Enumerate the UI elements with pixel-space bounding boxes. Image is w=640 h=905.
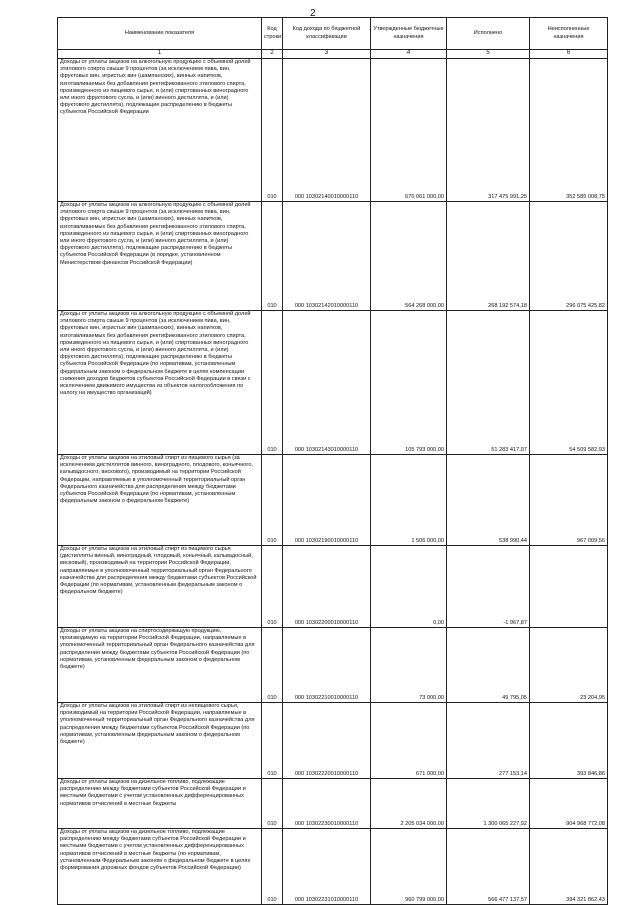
row-name: Доходы от уплаты акцизов на алкогольную продукцию с объемной долей этилового спирта свыше 9 процентов (за исключением пива, вин, фруктовых вин, игристых вин (шампанских), винных напитков, изготавливаемых без добавления ректификованного этилового спирта, произведенного из пищевого сырья, и (или) спиртованных виноградного или иного фруктового сусла, и (или) винного дистиллята, и (или) фруктового дистиллята), подлежащие распределению в бюджеты субъектов Российской Федерации xyxy=(58,59,262,202)
table-row xyxy=(58,829,608,905)
row-executed: 49 795,05 xyxy=(447,628,530,703)
row-kbk: 000 10302142010000110 xyxy=(283,202,371,311)
column-number: 1 xyxy=(58,50,262,59)
table-row xyxy=(58,546,608,628)
header-approved: Утвержденные бюджетные назначения xyxy=(371,18,447,50)
row-code: 010 xyxy=(262,546,283,628)
row-name: Доходы от уплаты акцизов на алкогольную продукцию с объемной долей этилового спирта свыше 9 процентов (за исключением пива, вин, фруктовых вин, игристых вин (шампанских), винных напитков, изготавливаемых без добавления ректификованного этилового спирта, произведенного из пищевого сырья, и (или) спиртованных виноградного или иного фруктового сусла, и (или) винного дистиллята, и (или) фруктового дистиллята), подлежащие распределению в бюджеты субъектов Российской Федерации (в порядке, установленном Министерством финансов Российской Федерации) xyxy=(58,202,262,311)
table-row xyxy=(58,202,608,311)
table-header-row xyxy=(58,18,608,50)
row-executed: 317 475 991,25 xyxy=(447,59,530,202)
row-code: 010 xyxy=(262,628,283,703)
row-unexecuted: 904 968 772,08 xyxy=(530,779,608,829)
table-row xyxy=(58,455,608,546)
row-code: 010 xyxy=(262,202,283,311)
table-row xyxy=(58,628,608,703)
row-unexecuted: 394 321 862,43 xyxy=(530,829,608,905)
row-name: Доходы от уплаты акцизов на алкогольную продукцию с объемной долей этилового спирта свыше 9 процентов (за исключением пива, вин, фруктовых вин, игристых вин (шампанских), винных напитков, изготавливаемых без добавления ректификованного этилового спирта, произведенного из пищевого сырья, и (или) спиртованных виноградного или иного фруктового сусла, и (или) винного дистиллята, и (или) фруктового дистиллята), подлежащие распределению в бюджеты субъектов Российской Федерации (по нормативам, установленным федеральным законом о федеральном бюджете в целях компенсации снижения доходов бюджетов субъектов Российской Федерации в связи с исключением движимого имущества из объектов налогообложения по налогу на имущество организаций) xyxy=(58,311,262,455)
row-kbk: 000 10302230010000110 xyxy=(283,779,371,829)
budget-execution-table xyxy=(57,17,608,905)
row-executed: 1 300 065 227,92 xyxy=(447,779,530,829)
header-code: Код строки xyxy=(262,18,283,50)
row-kbk: 000 10302143010000110 xyxy=(283,311,371,455)
row-approved: 564 268 000,00 xyxy=(371,202,447,311)
row-approved: 960 799 000,00 xyxy=(371,829,447,905)
row-name: Доходы от уплаты акцизов на этиловый спирт из пищевого сырья (за исключением дистиллятов винного, виноградного, плодового, коньячного, кальвадосного, вискового), производимый на территории Российской Федерации, направляемые в уполномоченный территориальный орган Федерального казначейства для распределения между бюджетами субъектов Российской Федерации (по нормативам, установленным федеральным законом о федеральном бюджете) xyxy=(58,455,262,546)
row-unexecuted: 54 509 582,93 xyxy=(530,311,608,455)
row-approved: 1 506 000,00 xyxy=(371,455,447,546)
column-number: 4 xyxy=(371,50,447,59)
row-unexecuted: 352 585 008,75 xyxy=(530,59,608,202)
row-executed: -1 967,87 xyxy=(447,546,530,628)
row-approved: 2 205 034 000,00 xyxy=(371,779,447,829)
table-row xyxy=(58,311,608,455)
row-name: Доходы от уплаты акцизов на спиртосодержащую продукцию, производимую на территории Российской Федерации, направляемые в уполномоченный территориальный орган Федерального казначейства для распределения между бюджетами субъектов Российской Федерации (по нормативам, установленным федеральным законом о федеральном бюджете) xyxy=(58,628,262,703)
table-row xyxy=(58,779,608,829)
row-code: 010 xyxy=(262,829,283,905)
header-unexecuted: Неисполненные назначения xyxy=(530,18,608,50)
column-number: 6 xyxy=(530,50,608,59)
row-unexecuted: 967 009,56 xyxy=(530,455,608,546)
row-code: 010 xyxy=(262,311,283,455)
row-approved: 0,00 xyxy=(371,546,447,628)
row-executed: 538 990,44 xyxy=(447,455,530,546)
table-row xyxy=(58,703,608,779)
column-number: 2 xyxy=(262,50,283,59)
table-row xyxy=(58,59,608,202)
row-kbk: 000 10302190010000110 xyxy=(283,455,371,546)
header-kbk: Код дохода по бюджетной классификации xyxy=(283,18,371,50)
row-unexecuted: 393 846,86 xyxy=(530,703,608,779)
row-code: 010 xyxy=(262,455,283,546)
row-unexecuted xyxy=(530,546,608,628)
row-unexecuted: 296 075 425,82 xyxy=(530,202,608,311)
row-approved: 671 000,00 xyxy=(371,703,447,779)
row-kbk: 000 10302140010000110 xyxy=(283,59,371,202)
column-number: 3 xyxy=(283,50,371,59)
row-name: Доходы от уплаты акцизов на дизельное топливо, подлежащие распределению между бюджетами субъектов Российской Федерации и местными бюджетами с учетом установленных дифференцированных нормативов отчислений в местные бюджеты xyxy=(58,779,262,829)
row-name: Доходы от уплаты акцизов на дизельное топливо, подлежащие распределению между бюджетами субъектов Российской Федерации и местными бюджетами с учетом установленных дифференцированных нормативов отчислений в местные бюджеты (по нормативам, установленным Федеральным законом о федеральном бюджете в целях формирования дорожных фондов субъектов Российской Федерации) xyxy=(58,829,262,905)
row-executed: 51 283 417,07 xyxy=(447,311,530,455)
row-kbk: 000 10302231010000110 xyxy=(283,829,371,905)
row-unexecuted: 23 204,95 xyxy=(530,628,608,703)
row-kbk: 000 10302220010000110 xyxy=(283,703,371,779)
row-approved: 73 000,00 xyxy=(371,628,447,703)
row-name: Доходы от уплаты акцизов на этиловый спирт из непищевого сырья, производимый на территории Российской Федерации, направляемые в уполномоченный территориальный орган Федерального казначейства для распределения между бюджетами субъектов Российской Федерации (по нормативам, установленным федеральным законом о федеральном бюджете) xyxy=(58,703,262,779)
header-executed: Исполнено xyxy=(447,18,530,50)
header-name: Наименование показателя xyxy=(58,18,262,50)
row-executed: 277 153,14 xyxy=(447,703,530,779)
row-approved: 670 061 000,00 xyxy=(371,59,447,202)
row-executed: 566 477 137,57 xyxy=(447,829,530,905)
row-kbk: 000 10302200010000110 xyxy=(283,546,371,628)
column-number-row xyxy=(58,50,608,59)
row-kbk: 000 10302210010000110 xyxy=(283,628,371,703)
row-code: 010 xyxy=(262,703,283,779)
row-code: 010 xyxy=(262,779,283,829)
row-executed: 268 192 574,18 xyxy=(447,202,530,311)
column-number: 5 xyxy=(447,50,530,59)
page-number: 2 xyxy=(310,8,316,19)
row-name: Доходы от уплаты акцизов на этиловый спирт из пищевого сырья (дистилляты винный, виноградный, плодовый, коньячный, кальвадосный, висковый), производимый на территории Российской Федерации, направляемые в уполномоченный территориальный орган Федерального казначейства для распределения между бюджетами субъектов Российской Федерации (по нормативам, установленным федеральным законом о федеральном бюджете) xyxy=(58,546,262,628)
row-approved: 105 793 000,00 xyxy=(371,311,447,455)
row-code: 010 xyxy=(262,59,283,202)
